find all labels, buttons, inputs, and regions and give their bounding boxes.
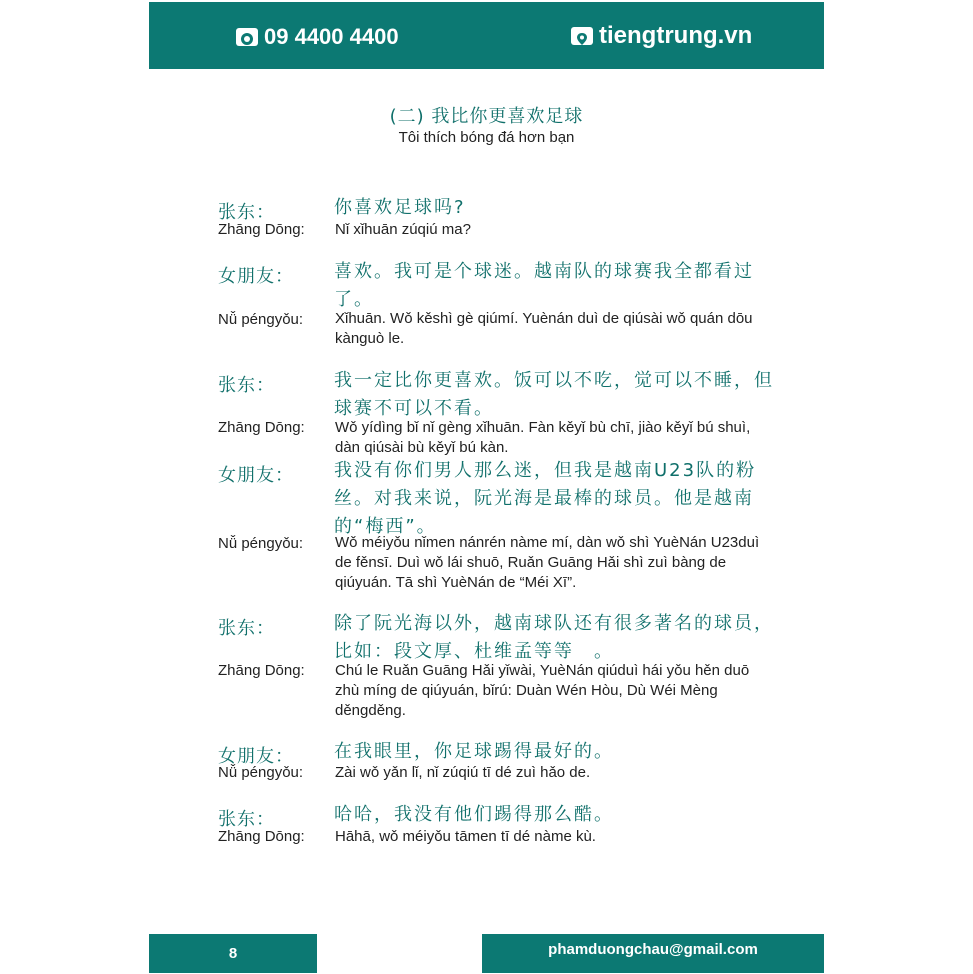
line-pinyin: Chú le Ruǎn Guāng Hǎi yǐwài, YuèNán qiúduì hái yǒu hěn duō zhù míng de qiúyuán, bǐrú: Duàn Wén Hòu, Dù Wéi Mèng děngděng. <box>335 662 750 719</box>
line-pinyin: Nǐ xǐhuān zúqiú ma? <box>335 221 471 238</box>
line-chinese: 我一定比你更喜欢。饭可以不吃，觉可以不睡，但球赛不可以不看。 <box>334 370 774 419</box>
line-chinese: 喜欢。我可是个球迷。越南队的球赛我全都看过了。 <box>334 261 754 310</box>
speaker-pinyin: Nǚ péngyǒu: <box>218 311 304 328</box>
lesson-title-chinese: (二) 我比你更喜欢足球 <box>389 106 584 127</box>
speaker-chinese: 女朋友： <box>218 266 294 287</box>
speaker-pinyin: Zhāng Dōng: <box>218 221 305 238</box>
lesson-title-vietnamese: Tôi thích bóng đá hơn bạn <box>398 129 575 146</box>
speaker-pinyin: Nǚ péngyǒu: <box>218 764 304 781</box>
speaker-chinese: 张东： <box>218 809 275 830</box>
speaker-chinese: 张东： <box>218 618 275 639</box>
line-chinese: 除了阮光海以外，越南球队还有很多著名的球员，比如：段文厚、杜维孟等等 。 <box>334 613 774 662</box>
speaker-pinyin: Zhāng Dōng: <box>218 419 305 436</box>
site-url: tiengtrung.vn <box>599 22 753 49</box>
line-pinyin: Wǒ yídìng bǐ nǐ gèng xǐhuān. Fàn kěyǐ bù chī, jiào kěyǐ bú shuì, dàn qiúsài bù kěyǐ bú kàn. <box>335 419 751 456</box>
phone-number: 09 4400 4400 <box>264 24 399 49</box>
speaker-pinyin: Zhāng Dōng: <box>218 828 305 845</box>
speaker-pinyin: Zhāng Dōng: <box>218 662 305 679</box>
line-pinyin: Hāhā, wǒ méiyǒu tāmen tī dé nàme kù. <box>335 828 596 845</box>
speaker-chinese: 女朋友： <box>218 465 294 486</box>
line-pinyin: Zài wǒ yǎn lǐ, nǐ zúqiú tī dé zuì hǎo de. <box>335 764 591 781</box>
page-number: 8 <box>149 934 317 973</box>
speaker-chinese: 张东： <box>218 202 275 223</box>
speaker-pinyin: Nǚ péngyǒu: <box>218 535 304 552</box>
line-pinyin: Wǒ méiyǒu nǐmen nánrén nàme mí, dàn wǒ shì YuèNán U23duì de fěnsī. Duì wǒ lái shuō, Ruǎn Guāng Hǎi shì zuì bàng de qiúyuán. Tā shì YuèNán de “Méi Xī”. <box>335 534 760 591</box>
line-pinyin: Xǐhuān. Wǒ kěshì gè qiúmí. Yuènán duì de qiúsài wǒ quán dōu kànguò le. <box>335 310 753 347</box>
footer-email: phamduongchau@gmail.com <box>482 934 824 973</box>
line-chinese: 哈哈，我没有他们踢得那么酷。 <box>334 804 614 825</box>
line-chinese: 我没有你们男人那么迷，但我是越南U23队的粉丝。对我来说，阮光海是最棒的球员。他是越南的“梅西”。 <box>334 460 757 537</box>
speaker-chinese: 女朋友： <box>218 746 294 767</box>
line-chinese: 你喜欢足球吗? <box>334 197 466 218</box>
line-chinese: 在我眼里，你足球踢得最好的。 <box>334 741 614 762</box>
speaker-chinese: 张东： <box>218 375 275 396</box>
